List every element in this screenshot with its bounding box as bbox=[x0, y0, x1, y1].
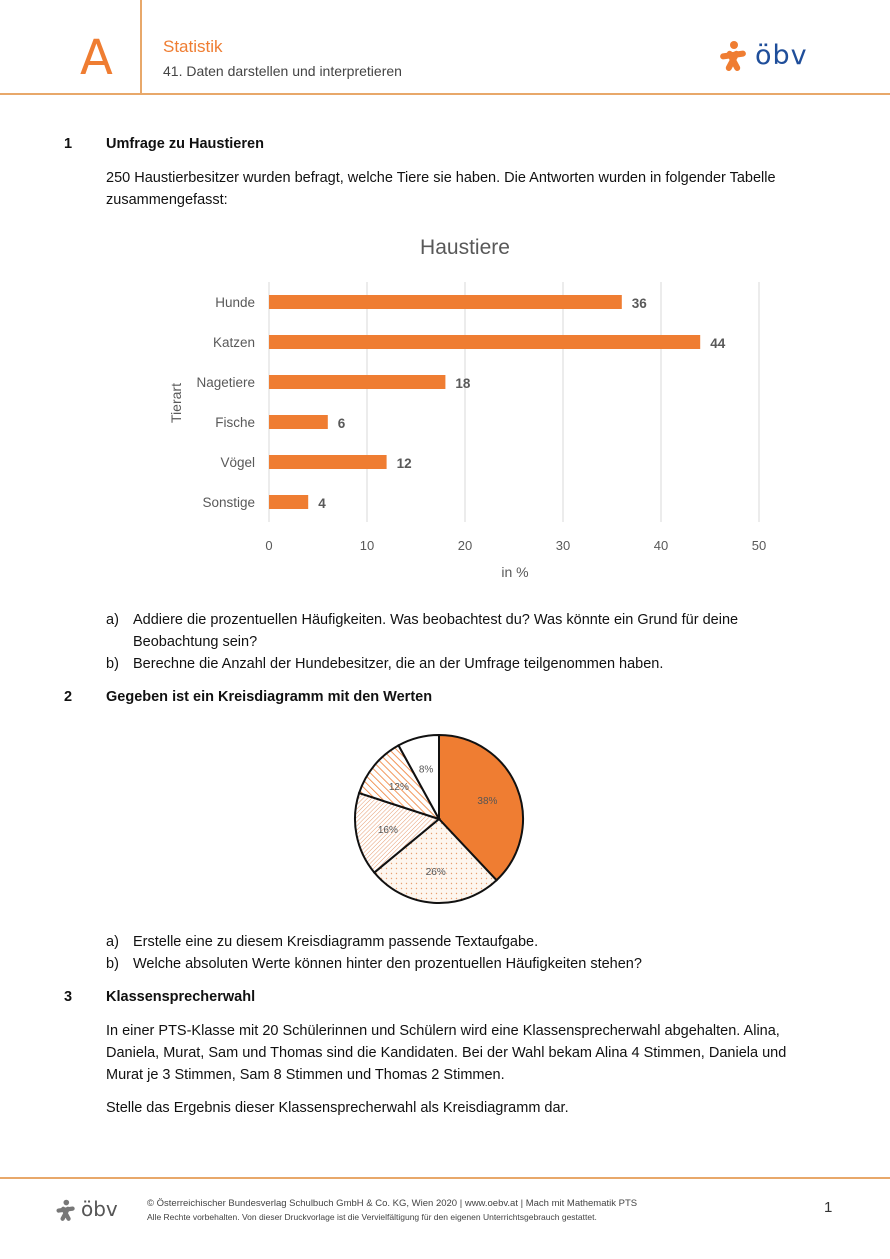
data-label: 12 bbox=[396, 456, 412, 471]
bar-chart bbox=[150, 222, 810, 592]
x-tick-label: 0 bbox=[265, 538, 273, 553]
bar bbox=[269, 455, 387, 469]
oebv-star-icon bbox=[718, 40, 752, 74]
bar bbox=[269, 335, 700, 349]
pie-label: 8% bbox=[418, 764, 434, 776]
footer-rule bbox=[0, 1177, 890, 1179]
category-label: Sonstige bbox=[202, 495, 255, 510]
task-1-b-text: Berechne die Anzahl der Hundebesitzer, die an der Umfrage teilgenommen haben. bbox=[133, 656, 664, 672]
bar bbox=[269, 295, 622, 309]
pie-label: 26% bbox=[425, 866, 446, 878]
task-2-a-label: a) bbox=[106, 934, 119, 950]
bar bbox=[269, 495, 308, 509]
task-3-title: Klassensprecherwahl bbox=[106, 989, 256, 1005]
task-1-a-text: Addiere die prozentuellen Häufigkeiten. Was beobachtest du? Was könnte ein Grund für deine Beobachtung sein? bbox=[133, 612, 739, 650]
task-1-number: 1 bbox=[64, 136, 73, 152]
chart-title: Haustiere bbox=[420, 236, 510, 259]
category-label: Vögel bbox=[220, 455, 255, 470]
pie-label: 12% bbox=[388, 781, 409, 793]
footer-rights: Alle Rechte vorbehalten. Von dieser Druckvorlage ist die Vervielfältigung für den eigenen Unterrichtsgebrauch gestattet. bbox=[147, 1212, 597, 1222]
task-1-a bbox=[106, 609, 796, 653]
data-label: 6 bbox=[337, 416, 346, 431]
task-2-number: 2 bbox=[64, 689, 73, 705]
task-1-a-label: a) bbox=[106, 612, 119, 628]
chapter-title: Statistik bbox=[163, 37, 223, 56]
footer-logo-text: öbv bbox=[81, 1197, 118, 1221]
data-label: 36 bbox=[631, 296, 647, 311]
task-2-b-text: Welche absoluten Werte können hinter den prozentuellen Häufigkeiten stehen? bbox=[133, 956, 642, 972]
header-divider bbox=[140, 0, 142, 94]
task-3-number: 3 bbox=[64, 989, 73, 1005]
section-letter: A bbox=[80, 30, 113, 86]
bar bbox=[269, 375, 445, 389]
data-label: 4 bbox=[318, 496, 326, 511]
oebv-star-icon bbox=[55, 1199, 79, 1223]
category-label: Fische bbox=[215, 415, 255, 430]
x-tick-label: 50 bbox=[751, 538, 767, 553]
category-label: Nagetiere bbox=[196, 375, 255, 390]
task-3-instruction: Stelle das Ergebnis dieser Klassensprecherwahl als Kreisdiagramm dar. bbox=[106, 1100, 569, 1116]
task-3-text: In einer PTS-Klasse mit 20 Schülerinnen und Schülern wird eine Klassensprecherwahl abgehalten. Alina, Daniela, Murat, Sam und Thomas sind die Kandidaten. Bei der Wahl bekam Alina 4 Stimmen, Daniela und Murat je 3 Stimmen, Sam 8 Stimmen und Thomas 2 Stimmen. bbox=[106, 1023, 787, 1083]
data-label: 18 bbox=[455, 376, 471, 391]
task-2-a-text: Erstelle eine zu diesem Kreisdiagramm passende Textaufgabe. bbox=[133, 934, 539, 950]
task-1-title: Umfrage zu Haustieren bbox=[106, 136, 264, 152]
pie-label: 16% bbox=[377, 824, 398, 836]
task-1-b bbox=[106, 653, 796, 675]
task-2-a bbox=[106, 931, 796, 953]
x-tick-label: 20 bbox=[457, 538, 473, 553]
page-number: 1 bbox=[824, 1199, 833, 1216]
task-2-title: Gegeben ist ein Kreisdiagramm mit den Werten bbox=[106, 689, 433, 705]
data-label: 44 bbox=[710, 336, 726, 351]
footer-logo bbox=[55, 1197, 125, 1225]
x-tick-label: 10 bbox=[359, 538, 375, 553]
pie-label: 38% bbox=[477, 795, 498, 807]
category-label: Katzen bbox=[212, 335, 255, 350]
y-axis-label: Tierart bbox=[168, 383, 184, 423]
chapter-subtitle: 41. Daten darstellen und interpretieren bbox=[163, 63, 402, 79]
x-axis-label: in % bbox=[501, 564, 529, 580]
x-tick-label: 30 bbox=[555, 538, 571, 553]
logo-text: öbv bbox=[755, 40, 808, 71]
task-1-b-label: b) bbox=[106, 656, 119, 672]
bar bbox=[269, 415, 328, 429]
task-2-b-label: b) bbox=[106, 956, 119, 972]
header-rule bbox=[0, 93, 890, 95]
x-tick-label: 40 bbox=[653, 538, 669, 553]
oebv-logo bbox=[718, 40, 818, 74]
page-header bbox=[0, 0, 890, 95]
pie-chart bbox=[345, 727, 535, 912]
task-2-b bbox=[106, 953, 796, 975]
task-1-intro: 250 Haustierbesitzer wurden befragt, welche Tiere sie haben. Die Antworten wurden in folgender Tabelle zusammengefasst: bbox=[106, 170, 776, 208]
footer-copyright: © Österreichischer Bundesverlag Schulbuch GmbH & Co. KG, Wien 2020 | www.oebv.at | Mach mit Mathematik PTS bbox=[147, 1198, 638, 1209]
category-label: Hunde bbox=[215, 295, 255, 310]
